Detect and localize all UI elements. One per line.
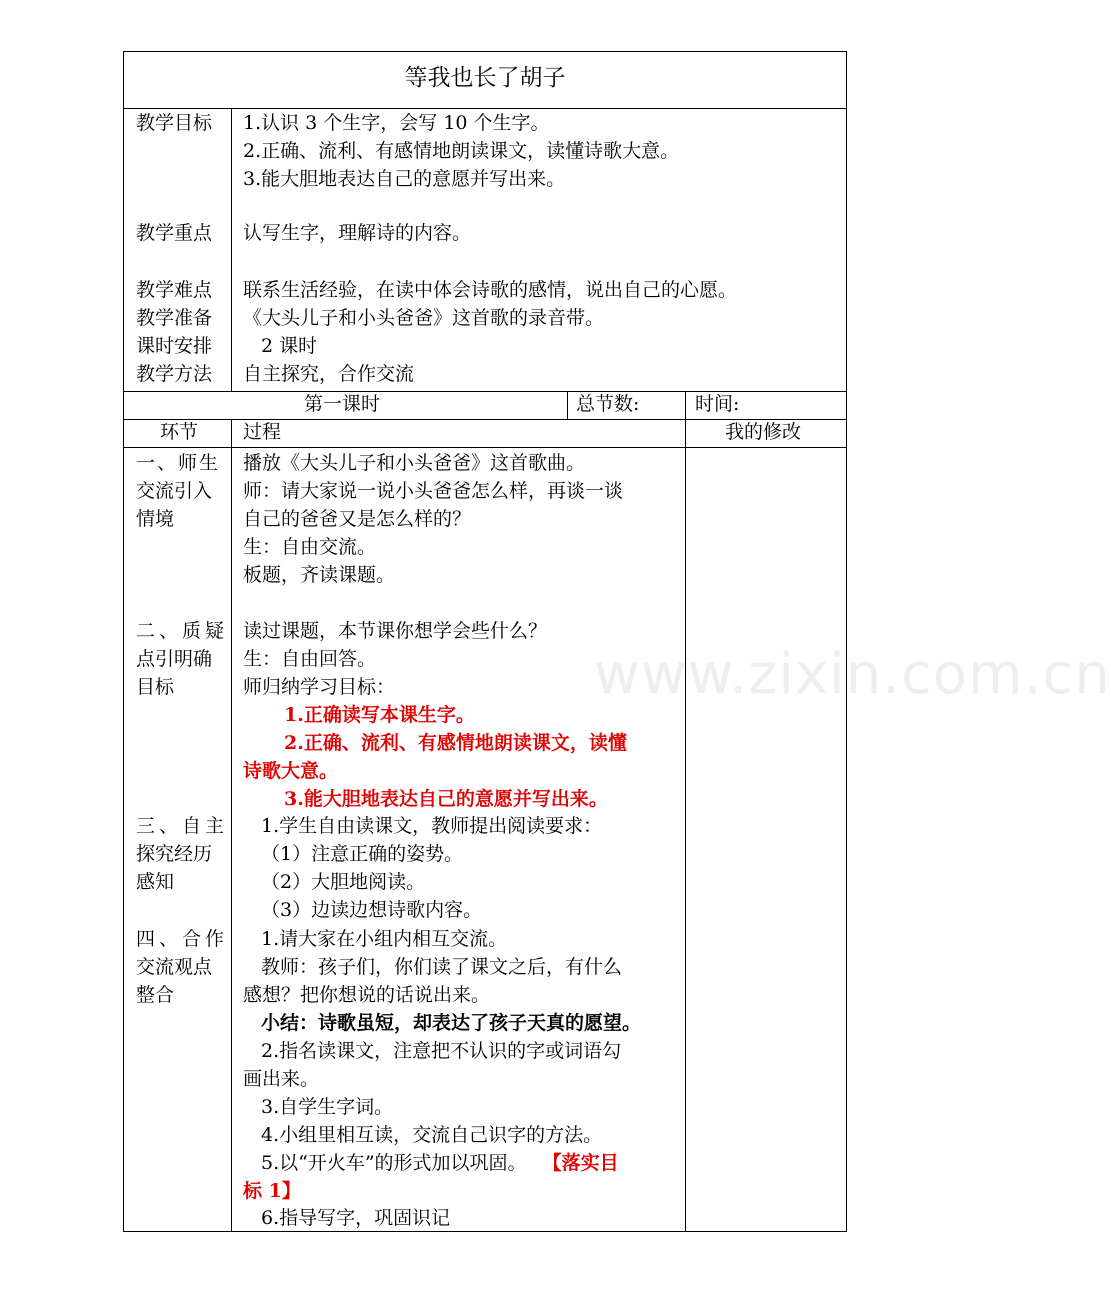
goal-label: 教学目标: [136, 112, 213, 134]
stage-3-line-3: 感知: [136, 871, 175, 893]
stage-4-line-1: 四、合作: [136, 928, 229, 950]
prep-label: 教学准备: [136, 307, 213, 329]
rule-col-total: [567, 391, 568, 419]
stage-3-line-1: 三、自主: [136, 815, 229, 837]
rule-col-stage: [231, 108, 232, 391]
process-2-line-1: 读过课题，本节课你想学会些什么？: [243, 620, 548, 642]
goal-highlight-3: 3.能大胆地表达自己的意愿并写出来。: [284, 788, 608, 810]
process-2-line-3: 师归纳学习目标：: [243, 676, 396, 698]
process-4-line-3: 感想？把你想说的话说出来。: [243, 984, 491, 1006]
process-1-line-4: 生：自由交流。: [243, 536, 377, 558]
session-label: 第一课时: [304, 393, 381, 415]
goal-mark-a: 【落实目: [542, 1152, 619, 1174]
process-3-line-3: （2）大胆地阅读。: [261, 871, 426, 893]
stage-1-line-3: 情境: [136, 508, 175, 530]
header-stage: 环节: [160, 421, 199, 443]
process-4-line-2: 教师：孩子们，你们读了课文之后，有什么: [261, 956, 623, 978]
stage-3-line-2: 探究经历: [136, 843, 213, 865]
goal-highlight-2-cont: 诗歌大意。: [243, 760, 339, 782]
rule-col-revision: [685, 391, 686, 1232]
process-2-line-2: 生：自由回答。: [243, 648, 377, 670]
watermark: www.zixin.com.cn: [594, 642, 1111, 707]
header-revision: 我的修改: [725, 421, 802, 443]
prep-text: 《大头儿子和小头爸爸》这首歌的录音带。: [243, 307, 605, 329]
method-text: 自主探究，合作交流: [243, 363, 415, 385]
process-5-line: [261, 1150, 619, 1177]
page-title: 等我也长了胡子: [404, 65, 566, 91]
key-label: 教学重点: [136, 222, 213, 244]
process-5-text: 5.以“开火车”的形式加以巩固。: [261, 1152, 527, 1174]
rule-title: [124, 108, 846, 109]
hours-label: 课时安排: [136, 335, 213, 357]
rule-col-stage-body: [231, 419, 232, 1232]
stage-4-line-3: 整合: [136, 984, 175, 1006]
process-1-line-1: 播放《大头儿子和小头爸爸》这首歌曲。: [243, 452, 586, 474]
goal-3: 3.能大胆地表达自己的意愿并写出来。: [243, 168, 566, 190]
method-label: 教学方法: [136, 363, 213, 385]
process-6-line: 6.指导写字，巩固识记: [261, 1207, 451, 1229]
lesson-plan-table: [123, 51, 1111, 1232]
stage-1-line-2: 交流引入: [136, 480, 213, 502]
process-1-line-2: 师：请大家说一说小头爸爸怎么样，再谈一谈: [243, 480, 624, 502]
process-3-line-2: （1）注意正确的姿势。: [261, 843, 464, 865]
process-1-line-3: 自己的爸爸又是怎么样的？: [243, 508, 472, 530]
summary-text: 小结：诗歌虽短，却表达了孩子天真的愿望。: [261, 1012, 642, 1034]
difficulty-label: 教学难点: [136, 279, 213, 301]
goal-highlight-2: 2.正确、流利、有感情地朗读课文，读懂: [284, 732, 627, 754]
process-4-line-7: 3.自学生字词。: [261, 1096, 394, 1118]
process-3-line-4: （3）边读边想诗歌内容。: [261, 899, 483, 921]
goal-2: 2.正确、流利、有感情地朗读课文，读懂诗歌大意。: [243, 140, 680, 162]
key-text: 认写生字，理解诗的内容。: [243, 222, 472, 244]
process-4-line-1: 1.请大家在小组内相互交流。: [261, 928, 508, 950]
stage-2-line-1: 二、质疑: [136, 620, 229, 642]
process-4-line-5: 2.指名读课文，注意把不认识的字或词语勾: [261, 1040, 622, 1062]
header-process: 过程: [243, 421, 282, 443]
process-3-line-1: 1.学生自由读课文，教师提出阅读要求：: [261, 815, 603, 837]
stage-2-line-3: 目标: [136, 676, 175, 698]
process-4-line-6: 画出来。: [243, 1068, 320, 1090]
stage-2-line-2: 点引明确: [136, 648, 213, 670]
total-label: 总节数:: [576, 393, 640, 415]
stage-4-line-2: 交流观点: [136, 956, 213, 978]
hours-text: 2 课时: [261, 335, 318, 357]
time-label: 时间:: [695, 393, 740, 415]
goal-mark-b: 标 1】: [243, 1180, 301, 1202]
goal-1: 1.认识 3 个生字，会写 10 个生字。: [243, 112, 550, 134]
stage-1-line-1: 一、师生: [136, 452, 221, 474]
process-1-line-5: 板题，齐读课题。: [243, 564, 396, 586]
difficulty-text: 联系生活经验，在读中体会诗歌的感情，说出自己的心愿。: [243, 279, 738, 301]
goal-highlight-1: 1.正确读写本课生字。: [284, 704, 475, 726]
process-4-line-8: 4.小组里相互读，交流自己识字的方法。: [261, 1124, 603, 1146]
rule-headers: [124, 447, 846, 448]
